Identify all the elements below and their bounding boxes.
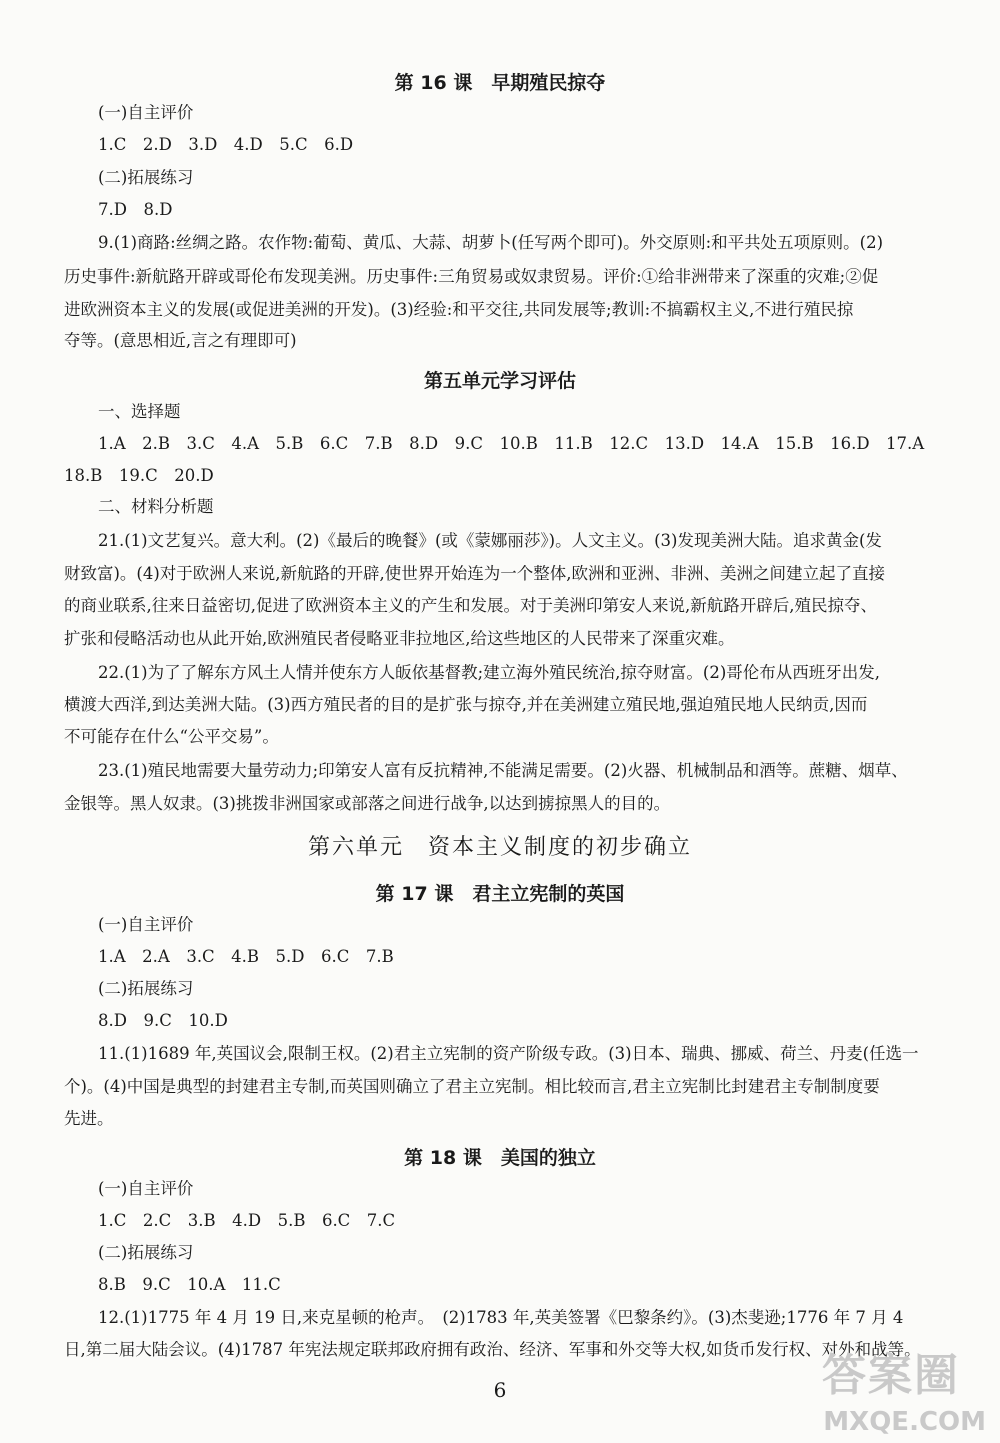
lesson17-title: 第 17 课 君主立宪制的英国 bbox=[375, 883, 625, 905]
paragraph-line: 23.(1)殖民地需要大量劳动力;印第安人富有反抗精神,不能满足需要。(2)火器、机械制品和酒等。蔗糖、烟草、 bbox=[98, 761, 908, 780]
answer-line: 8.D 9.C 10.D bbox=[98, 1011, 228, 1030]
page-number: 6 bbox=[493, 1378, 507, 1402]
answer-line: 7.D 8.D bbox=[98, 200, 173, 219]
answer-line: 1.A 2.A 3.C 4.B 5.D 6.C 7.B bbox=[98, 947, 394, 966]
section-heading: (二)拓展练习 bbox=[98, 979, 194, 998]
unit6-title: 第六单元 资本主义制度的初步确立 bbox=[307, 835, 692, 860]
watermark-logo: 答案圈 bbox=[822, 1350, 960, 1401]
paragraph-line: 进欧洲资本主义的发展(或促进美洲的开发)。(3)经验:和平交往,共同发展等;教训:不搞霸权主义,不进行殖民掠 bbox=[64, 300, 854, 319]
watermark-url: MXQE.COM bbox=[823, 1407, 986, 1437]
paragraph-line: 22.(1)为了了解东方风土人情并使东方人皈依基督教;建立海外殖民统治,掠夺财富。(2)哥伦布从西班牙出发, bbox=[98, 663, 881, 682]
paragraph-line: 夺等。(意思相近,言之有理即可) bbox=[64, 331, 297, 350]
answer-line: 18.B 19.C 20.D bbox=[64, 466, 214, 485]
section-heading: (二)拓展练习 bbox=[98, 168, 194, 187]
section-heading: (一)自主评价 bbox=[98, 103, 194, 122]
lesson16-title: 第 16 课 早期殖民掠夺 bbox=[394, 72, 606, 94]
paragraph-line: 21.(1)文艺复兴。意大利。(2)《最后的晚餐》(或《蒙娜丽莎》)。人文主义。(3)发现美洲大陆。追求黄金(发 bbox=[98, 531, 882, 550]
paragraph-line: 的商业联系,往来日益密切,促进了欧洲资本主义的产生和发展。对于美洲印第安人来说,新航路开辟后,殖民掠夺、 bbox=[64, 596, 877, 615]
unit5-title: 第五单元学习评估 bbox=[423, 370, 576, 392]
answer-line: 1.A 2.B 3.C 4.A 5.B 6.C 7.B 8.D 9.C 10.B 11.B 12.C 13.D 14.A 15.B 16.D 17.A bbox=[98, 434, 925, 453]
paragraph-line: 横渡大西洋,到达美洲大陆。(3)西方殖民者的目的是扩张与掠夺,并在美洲建立殖民地,强迫殖民地人民纳贡,因而 bbox=[64, 695, 868, 714]
paragraph-line: 日,第二届大陆会议。(4)1787 年宪法规定联邦政府拥有政治、经济、军事和外交等大权,如货币发行权、对外和战等。 bbox=[64, 1340, 921, 1359]
section-heading: 二、材料分析题 bbox=[98, 497, 214, 516]
paragraph-line: 扩张和侵略活动也从此开始,欧洲殖民者侵略亚非拉地区,给这些地区的人民带来了深重灾难。 bbox=[64, 629, 735, 648]
section-heading: (一)自主评价 bbox=[98, 1179, 194, 1198]
paragraph-line: 金银等。黑人奴隶。(3)挑拨非洲国家或部落之间进行战争,以达到掳掠黑人的目的。 bbox=[64, 794, 671, 813]
paragraph-line: 12.(1)1775 年 4 月 19 日,来克星顿的枪声。 (2)1783 年,英美签署《巴黎条约》。(3)杰斐逊;1776 年 7 月 4 bbox=[98, 1308, 904, 1327]
section-heading: (二)拓展练习 bbox=[98, 1243, 194, 1262]
answer-line: 8.B 9.C 10.A 11.C bbox=[98, 1275, 281, 1294]
paragraph-line: 不可能存在什么“公平交易”。 bbox=[64, 727, 279, 746]
section-heading: 一、选择题 bbox=[98, 402, 181, 421]
paragraph-line: 个)。(4)中国是典型的封建君主专制,而英国则确立了君主立宪制。相比较而言,君主立宪制比封建君主专制制度要 bbox=[64, 1077, 880, 1096]
paragraph-line: 财致富)。(4)对于欧洲人来说,新航路的开辟,使世界开始连为一个整体,欧洲和亚洲、非洲、美洲之间建立起了直接 bbox=[64, 564, 886, 583]
paragraph-line: 先进。 bbox=[64, 1109, 114, 1128]
paragraph-line: 11.(1)1689 年,英国议会,限制王权。(2)君主立宪制的资产阶级专政。(3)日本、瑞典、挪威、荷兰、丹麦(任选一 bbox=[98, 1044, 919, 1063]
paragraph-line: 历史事件:新航路开辟或哥伦布发现美洲。历史事件:三角贸易或奴隶贸易。评价:①给非洲带来了深重的灾难;②促 bbox=[64, 267, 879, 286]
answer-line: 1.C 2.C 3.B 4.D 5.B 6.C 7.C bbox=[98, 1211, 396, 1230]
answer-line: 1.C 2.D 3.D 4.D 5.C 6.D bbox=[98, 135, 354, 154]
lesson18-title: 第 18 课 美国的独立 bbox=[404, 1147, 596, 1169]
section-heading: (一)自主评价 bbox=[98, 915, 194, 934]
paragraph-line: 9.(1)商路:丝绸之路。农作物:葡萄、黄瓜、大蒜、胡萝卜(任写两个即可)。外交原则:和平共处五项原则。(2) bbox=[98, 233, 884, 252]
